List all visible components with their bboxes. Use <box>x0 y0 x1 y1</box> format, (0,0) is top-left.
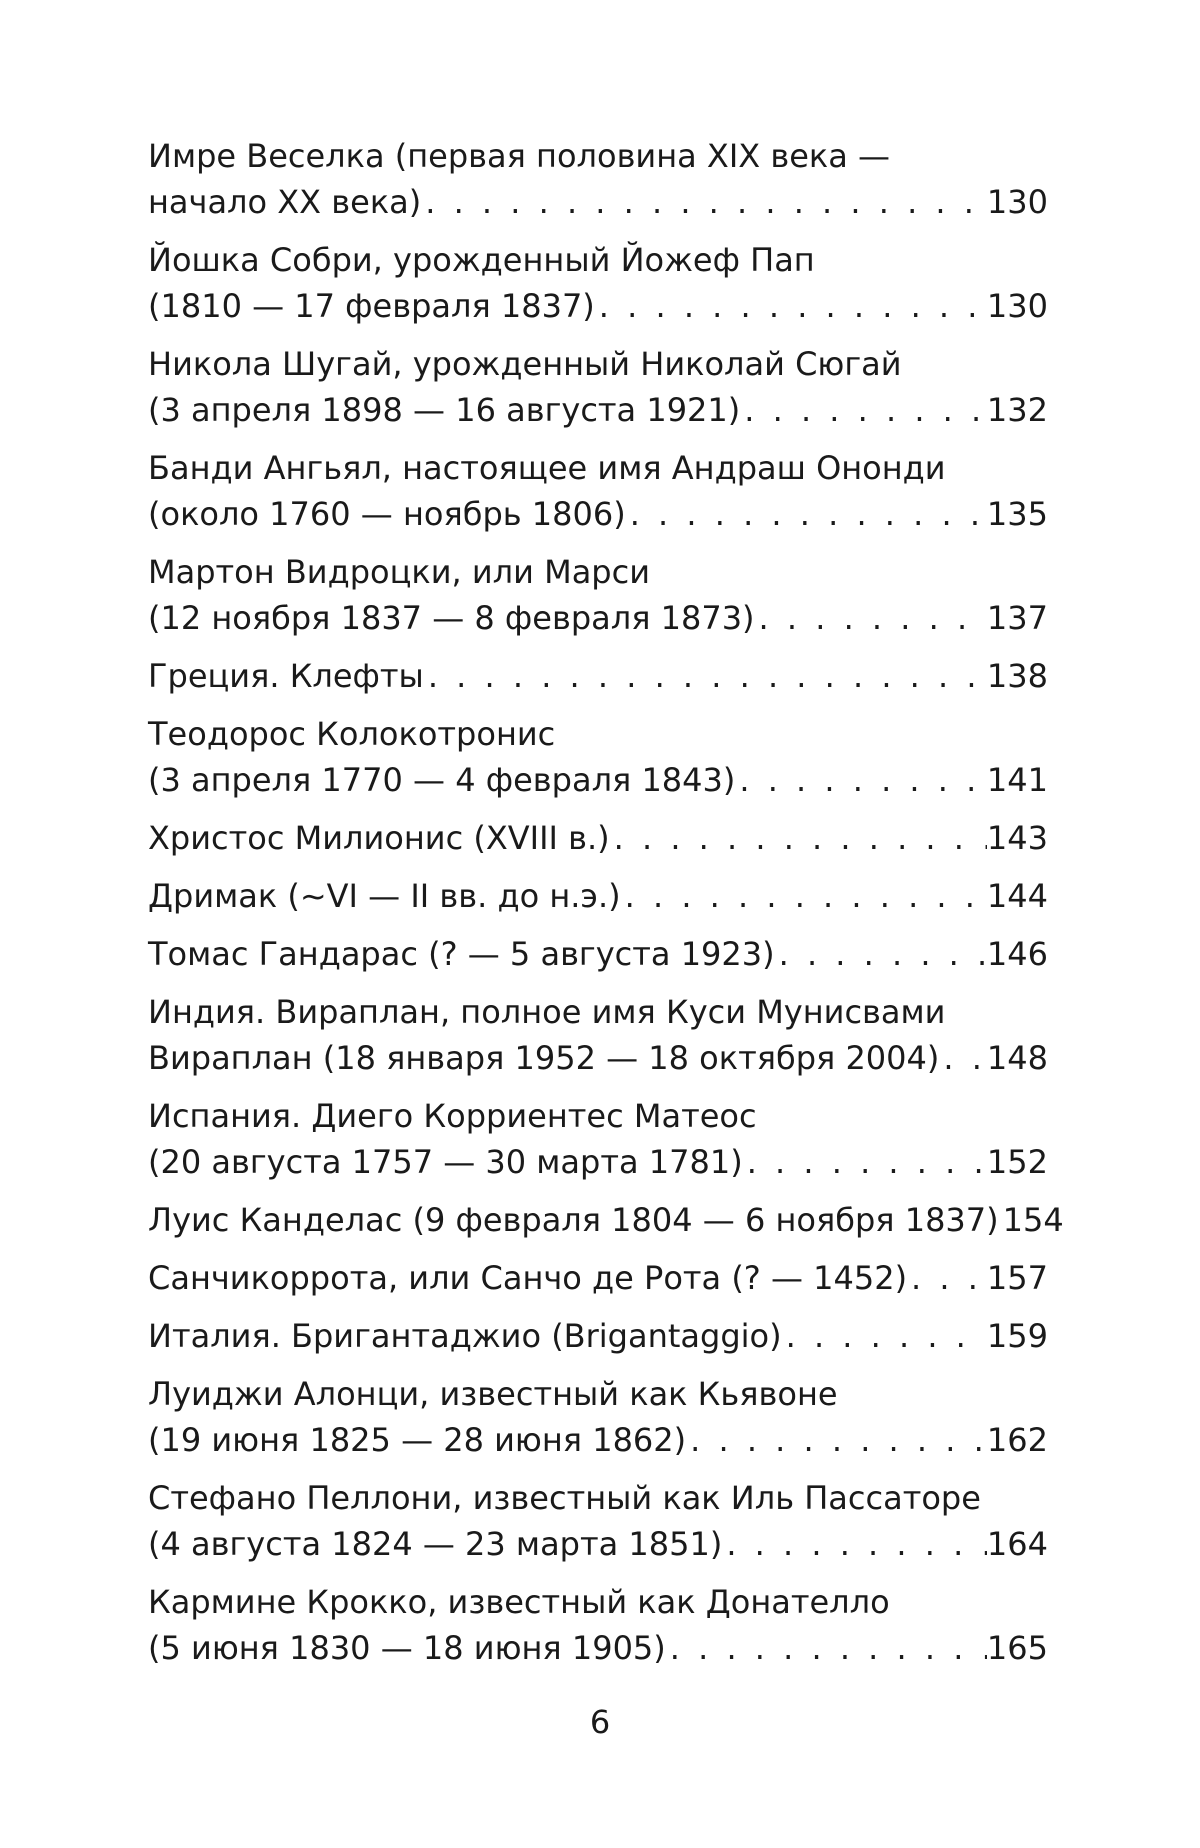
toc-entry-title: Мартон Видроцки, или Марси <box>148 553 650 591</box>
toc-entry-title-end: (5 июня 1830 — 18 июня 1905) <box>148 1629 666 1667</box>
toc-entry-title-end: (4 августа 1824 — 23 марта 1851) <box>148 1525 723 1563</box>
toc-page-number: 143 <box>986 819 1048 857</box>
dot-leader <box>425 179 987 225</box>
toc-entry-title: Йошка Собри, урожденный Йожеф Пап <box>148 241 815 279</box>
toc-entry-leader-line <box>148 1255 1048 1301</box>
toc-page-number: 135 <box>986 495 1048 533</box>
toc-entry[interactable] <box>148 989 1048 1081</box>
toc-entry[interactable] <box>148 341 1048 433</box>
toc-entry-leader-line <box>148 283 1048 329</box>
toc-page-number: 148 <box>986 1039 1048 1077</box>
toc-page-number: 165 <box>986 1629 1048 1667</box>
toc-page-number: 154 <box>1002 1201 1064 1239</box>
toc-page-number: 132 <box>986 391 1048 429</box>
toc-entry[interactable] <box>148 549 1048 641</box>
toc-entry[interactable] <box>148 133 1048 225</box>
toc-entry[interactable] <box>148 1093 1048 1185</box>
toc-entry-title-end: (12 ноября 1837 — 8 февраля 1873) <box>148 599 755 637</box>
toc-entry-title: Индия. Вираплан, полное имя Куси Мунисвами <box>148 993 946 1031</box>
dot-leader <box>786 1313 987 1359</box>
toc-page-number: 157 <box>986 1259 1048 1297</box>
toc-entry-title: Банди Ангьял, настоящее имя Андраш Ононди <box>148 449 946 487</box>
toc-page-number: 138 <box>986 657 1048 695</box>
toc-entry-title-end: начало XX века) <box>148 183 422 221</box>
toc-entry-title: Греция. Клефты <box>148 657 424 695</box>
dot-leader <box>428 653 987 699</box>
toc-entry[interactable] <box>148 1579 1048 1671</box>
dot-leader <box>747 1139 987 1185</box>
dot-leader <box>690 1417 987 1463</box>
toc-entry-title: Санчикоррота, или Санчо де Рота (? — 1452) <box>148 1259 908 1297</box>
dot-leader <box>630 491 987 537</box>
toc-entry-leader-line <box>148 1521 1048 1567</box>
toc-entry[interactable] <box>148 815 1048 861</box>
toc-entry-title-end: (около 1760 — ноябрь 1806) <box>148 495 626 533</box>
toc-entry-leader-line <box>148 1139 1048 1185</box>
dot-leader <box>744 387 987 433</box>
toc-entry[interactable] <box>148 1313 1048 1359</box>
toc-page-number: 137 <box>986 599 1048 637</box>
toc-page-number: 164 <box>986 1525 1048 1563</box>
toc-entry-title: Никола Шугай, урожденный Николай Сюгай <box>148 345 902 383</box>
toc-entry-leader-line <box>148 873 1048 919</box>
dot-leader <box>599 283 987 329</box>
toc-entry-leader-line <box>148 757 1048 803</box>
toc-page-number: 144 <box>986 877 1048 915</box>
dot-leader <box>779 931 987 977</box>
toc-entry-leader-line <box>148 387 1048 433</box>
toc-entry-leader-line <box>148 1313 1048 1359</box>
table-of-contents <box>148 133 1064 1683</box>
dot-leader <box>726 1521 987 1567</box>
toc-entry-leader-line <box>148 179 1048 225</box>
dot-leader <box>625 873 987 919</box>
toc-entry-leader-line <box>148 1625 1048 1671</box>
toc-entry-title-end: (3 апреля 1898 — 16 августа 1921) <box>148 391 741 429</box>
toc-page-number: 130 <box>986 183 1048 221</box>
toc-entry-title: Луиджи Алонци, известный как Кьявоне <box>148 1375 838 1413</box>
toc-entry-leader-line <box>148 1197 1064 1243</box>
toc-entry-leader-line <box>148 815 1048 861</box>
toc-entry[interactable] <box>148 1371 1048 1463</box>
toc-entry[interactable] <box>148 873 1048 919</box>
dot-leader <box>739 757 987 803</box>
toc-entry[interactable] <box>148 237 1048 329</box>
toc-entry[interactable] <box>148 1475 1048 1567</box>
dot-leader <box>614 815 987 861</box>
dot-leader <box>759 595 987 641</box>
toc-page-number: 146 <box>986 935 1048 973</box>
toc-entry-title: Стефано Пеллони, известный как Иль Пассаторе <box>148 1479 981 1517</box>
toc-entry-title: Теодорос Колокотронис <box>148 715 556 753</box>
toc-entry[interactable] <box>148 445 1048 537</box>
toc-entry-title: Испания. Диего Корриентес Матеос <box>148 1097 757 1135</box>
toc-entry-title: Италия. Бригантаджио (Brigantaggio) <box>148 1317 782 1355</box>
toc-entry-title-end: Вираплан (18 января 1952 — 18 октября 2004) <box>148 1039 940 1077</box>
toc-entry-title-end: (1810 — 17 февраля 1837) <box>148 287 595 325</box>
toc-entry-title-end: (20 августа 1757 — 30 марта 1781) <box>148 1143 743 1181</box>
toc-entry-leader-line <box>148 931 1048 977</box>
toc-page-number: 162 <box>986 1421 1048 1459</box>
toc-entry[interactable] <box>148 931 1048 977</box>
toc-entry-title: Луис Канделас (9 февраля 1804 — 6 ноября 1837) <box>148 1201 999 1239</box>
toc-entry-title: Томас Гандарас (? — 5 августа 1923) <box>148 935 775 973</box>
toc-page-number: 152 <box>986 1143 1048 1181</box>
toc-page-number: 130 <box>986 287 1048 325</box>
toc-entry[interactable] <box>148 711 1048 803</box>
toc-entry-leader-line <box>148 1417 1048 1463</box>
toc-page-number: 159 <box>986 1317 1048 1355</box>
toc-entry[interactable] <box>148 1255 1048 1301</box>
toc-entry-title: Кармине Крокко, известный как Донателло <box>148 1583 890 1621</box>
dot-leader <box>943 1035 987 1081</box>
toc-entry-title-end: (3 апреля 1770 — 4 февраля 1843) <box>148 761 736 799</box>
toc-entry-title-end: (19 июня 1825 — 28 июня 1862) <box>148 1421 687 1459</box>
toc-entry-title: Дримак (~VI — II вв. до н.э.) <box>148 877 621 915</box>
toc-entry-leader-line <box>148 653 1048 699</box>
toc-entry-leader-line <box>148 1035 1048 1081</box>
toc-entry-title: Имре Веселка (первая половина XIX века — <box>148 137 891 175</box>
toc-entry[interactable] <box>148 653 1048 699</box>
dot-leader <box>670 1625 987 1671</box>
toc-entry-title: Христос Милионис (XVIII в.) <box>148 819 610 857</box>
toc-entry[interactable] <box>148 1197 1064 1243</box>
toc-entry-leader-line <box>148 491 1048 537</box>
toc-page-number: 141 <box>986 761 1048 799</box>
page-number: 6 <box>589 1703 611 1741</box>
toc-entry-leader-line <box>148 595 1048 641</box>
dot-leader <box>911 1255 987 1301</box>
